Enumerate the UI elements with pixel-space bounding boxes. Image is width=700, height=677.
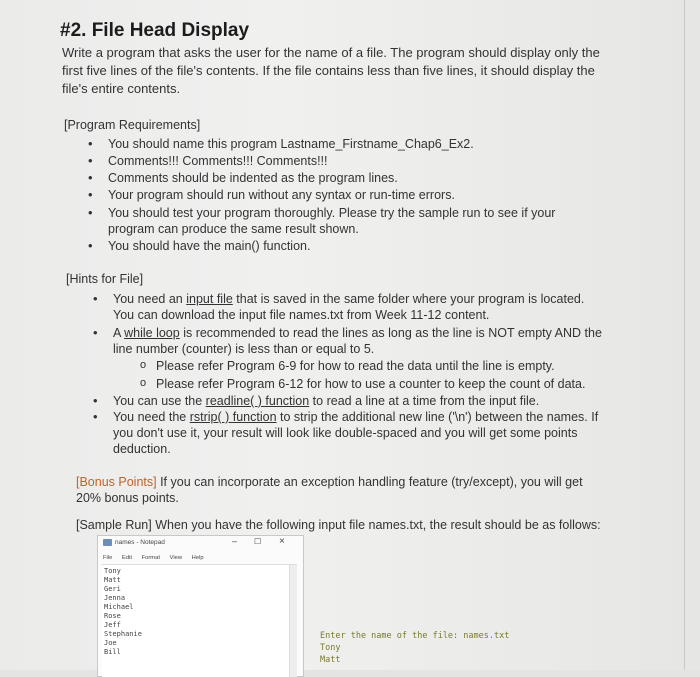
notepad-line: Tony bbox=[104, 567, 121, 575]
hint-item: • You can use the readline( ) function to read a line at a time from the input file. bbox=[93, 393, 540, 408]
input-file-link[interactable]: input file bbox=[186, 292, 233, 306]
requirement-item: • You should test your program thoroughly. Please try the sample run to see if your program can produce the same result shown. bbox=[88, 205, 556, 236]
menu-help[interactable]: Help bbox=[191, 555, 204, 561]
bullet-icon: • bbox=[88, 136, 93, 151]
close-icon[interactable]: × bbox=[279, 536, 285, 547]
notepad-line: Geri bbox=[104, 585, 121, 593]
requirement-item: • You should have the main() function. bbox=[88, 238, 311, 253]
bullet-icon: • bbox=[93, 325, 98, 340]
circle-bullet-icon: o bbox=[140, 377, 147, 389]
notepad-line: Stephanie bbox=[104, 630, 142, 638]
hint-subitem: o Please refer Program 6-9 for how to read the data until the line is empty. bbox=[140, 359, 555, 373]
circle-bullet-icon: o bbox=[140, 359, 147, 371]
bullet-icon: • bbox=[88, 170, 93, 185]
intro-line: Write a program that asks the user for the name of a file. The program should display only the bbox=[62, 45, 600, 60]
notepad-line: Rose bbox=[104, 612, 121, 620]
notepad-titlebar bbox=[98, 536, 303, 550]
menu-edit[interactable]: Edit bbox=[121, 555, 132, 561]
console-prompt: Enter the name of the file: names.txt bbox=[320, 631, 510, 641]
maximize-icon[interactable]: ☐ bbox=[254, 537, 262, 546]
hint-item: • You need an input file that is saved in the same folder where your program is located. You can download the input file names.txt from Week 11-12 content. bbox=[93, 291, 585, 322]
intro-line: first five lines of the file's contents. If the file contains less than five lines, it should display the bbox=[62, 63, 595, 78]
requirement-item: • Your program should run without any syntax or run-time errors. bbox=[88, 187, 455, 202]
menu-view[interactable]: View bbox=[169, 555, 183, 561]
requirement-item: • You should name this program Lastname_Firstname_Chap6_Ex2. bbox=[88, 136, 474, 151]
sample-run-label: [Sample Run] bbox=[76, 518, 152, 532]
rstrip-link[interactable]: rstrip( ) function bbox=[189, 410, 277, 424]
notepad-menubar bbox=[103, 555, 212, 561]
notepad-line: Bill bbox=[104, 648, 121, 656]
notepad-icon bbox=[103, 539, 112, 546]
hint-item: • A while loop is recommended to read the lines as long as the line is NOT empty AND the line number (counter) is less than or equal to 5. bbox=[93, 325, 602, 356]
notepad-line: Jeff bbox=[104, 621, 121, 629]
menu-format[interactable]: Format bbox=[141, 555, 160, 561]
hints-heading: [Hints for File] bbox=[66, 272, 144, 286]
notepad-line: Michael bbox=[104, 603, 134, 611]
requirement-item: • Comments should be indented as the program lines. bbox=[88, 170, 398, 185]
bonus-label: [Bonus Points] bbox=[76, 475, 157, 489]
notepad-line: Matt bbox=[104, 576, 121, 584]
hint-item: • You need the rstrip( ) function to strip the additional new line ('\n') between the names. If you don't use it, your result will look like double-spaced and you will get some points deduction. bbox=[93, 409, 599, 456]
page-edge-line bbox=[684, 0, 685, 670]
notepad-text-area[interactable] bbox=[102, 564, 297, 677]
notepad-line: Jenna bbox=[104, 594, 126, 602]
intro-line: file's entire contents. bbox=[62, 81, 181, 96]
bonus-paragraph: [Bonus Points] If you can incorporate an exception handling feature (try/except), you will get 20% bonus points. bbox=[76, 475, 583, 505]
console-output-line: Matt bbox=[320, 655, 341, 665]
intro-paragraph bbox=[62, 44, 622, 98]
hint-subitem: o Please refer Program 6-12 for how to use a counter to keep the count of data. bbox=[140, 377, 586, 391]
menu-file[interactable]: File bbox=[103, 555, 113, 561]
bullet-icon: • bbox=[93, 393, 98, 408]
while-loop-link[interactable]: while loop bbox=[124, 326, 180, 340]
requirements-heading: [Program Requirements] bbox=[64, 118, 201, 132]
notepad-line: Joe bbox=[104, 639, 117, 647]
notepad-scrollbar[interactable] bbox=[289, 565, 297, 677]
console-output-line: Tony bbox=[320, 643, 341, 653]
bullet-icon: • bbox=[93, 291, 98, 306]
bullet-icon: • bbox=[88, 205, 93, 220]
bullet-icon: • bbox=[88, 153, 93, 168]
bullet-icon: • bbox=[93, 409, 98, 424]
minimize-icon[interactable]: – bbox=[232, 536, 238, 546]
sample-run-paragraph: [Sample Run] When you have the following input file names.txt, the result should be as follows: bbox=[76, 518, 601, 532]
page-title: #2. File Head Display bbox=[60, 20, 250, 41]
notepad-window bbox=[97, 535, 304, 677]
readline-link[interactable]: readline( ) function bbox=[205, 394, 310, 408]
bullet-icon: • bbox=[88, 187, 93, 202]
requirement-item: • Comments!!! Comments!!! Comments!!! bbox=[88, 153, 328, 168]
bullet-icon: • bbox=[88, 238, 93, 253]
notepad-title: names - Notepad bbox=[115, 539, 165, 546]
